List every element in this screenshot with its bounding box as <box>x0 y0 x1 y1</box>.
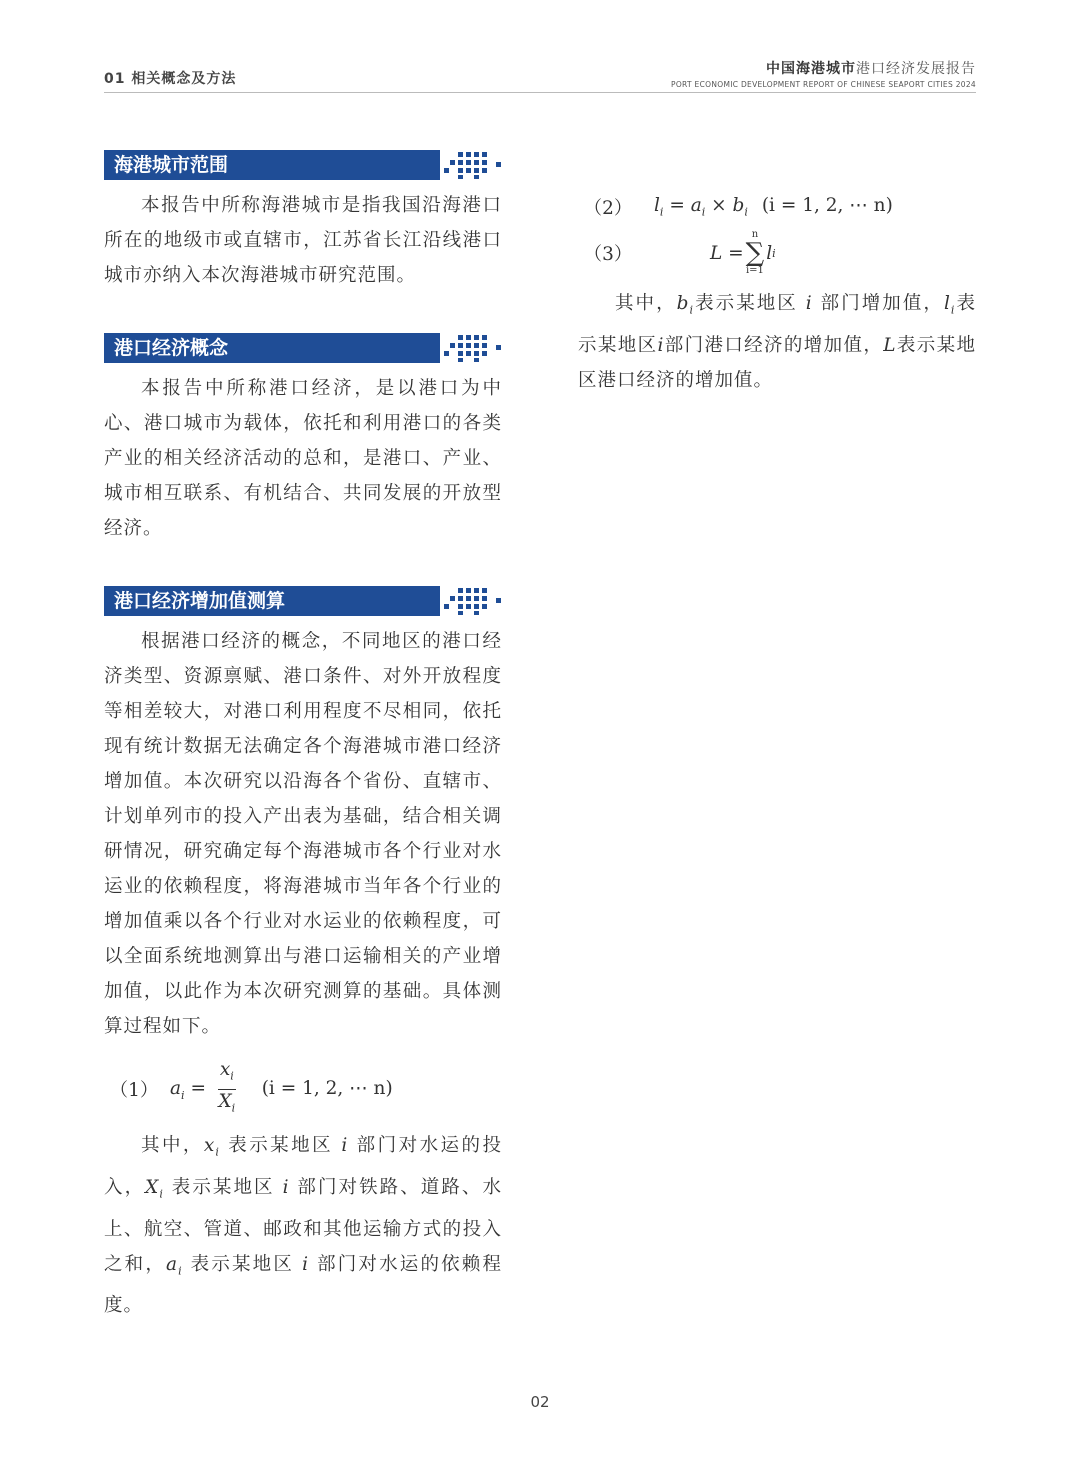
formula-2 <box>578 194 976 220</box>
formula-2-3-explanation: 其中，$b_i$表示某地区 i 部门增加值，$l_i$表示某地区i部门港口经济的增加值，L表示某地区港口经济的增加值。 <box>578 293 976 391</box>
section-heading <box>104 586 502 616</box>
header-title-cn <box>671 58 976 78</box>
section-title: 港口经济概念 <box>104 333 440 363</box>
header-title-rest: 港口经济发展报告 <box>856 61 976 77</box>
dot-pattern-icon <box>444 587 504 615</box>
fraction: $\frac{x_i}{X_i}$ <box>218 1059 236 1115</box>
header-report-title <box>671 58 976 89</box>
formula-number: （1） <box>109 1080 159 1102</box>
dot-pattern-icon <box>444 151 504 179</box>
section-title: 海港城市范围 <box>104 150 440 180</box>
formula-number: （2） <box>583 198 633 219</box>
page-number: 02 <box>530 1393 550 1411</box>
right-column <box>578 190 976 398</box>
formula-body: $l_i = a_i \times b_i$ (i = 1, 2, ⋯ n) <box>654 195 893 219</box>
dot-pattern-icon <box>444 334 504 362</box>
section-heading <box>104 333 502 363</box>
formula-body: $a_i$ = $\frac{x_i}{X_i}$ (i = 1, 2, ⋯ n) <box>170 1058 393 1120</box>
left-column <box>104 150 502 1323</box>
header-title-en: PORT ECONOMIC DEVELOPMENT REPORT OF CHINESE SEAPORT CITIES 2024 <box>671 80 976 89</box>
formula-number: （3） <box>583 244 633 265</box>
header-title-bold: 中国海港城市 <box>766 61 856 77</box>
formula-3 <box>578 230 976 276</box>
paragraph: 本报告中所称海港城市是指我国沿海港口所在的地级市或直辖市，江苏省长江沿线港口城市亦纳入本次海港城市研究范围。 <box>104 195 502 286</box>
formula-1-explanation: 其中，$x_i$ 表示某地区 i 部门对水运的投入，$X_i$ 表示某地区 i 部门对铁路、道路、水上、航空、管道、邮政和其他运输方式的投入之和，$a_i$ 表示某地区 i 部门对水运的依赖程度。 <box>104 1135 502 1317</box>
paragraph: 本报告中所称港口经济，是以港口为中心、港口城市为载体，依托和利用港口的各类产业的相关经济活动的总和，是港口、产业、城市相互联系、有机结合、共同发展的开放型经济。 <box>104 378 502 539</box>
section-title: 港口经济增加值测算 <box>104 586 440 616</box>
formula-1 <box>104 1058 502 1120</box>
header-section-label: 01 相关概念及方法 <box>104 71 237 87</box>
header-divider <box>104 92 976 93</box>
paragraph: 根据港口经济的概念，不同地区的港口经济类型、资源禀赋、港口条件、对外开放程度等相差较大，对港口利用程度不尽相同，依托现有统计数据无法确定各个海港城市港口经济增加值。本次研究以沿海各个省份、直辖市、计划单列市的投入产出表为基础，结合相关调研情况，研究确定每个海港城市各个行业对水运业的依赖程度，将海港城市当年各个行业的增加值乘以各个行业对水运业的依赖程度，可以全面系统地测算出与港口运输相关的产业增加值，以此作为本次研究测算的基础。具体测算过程如下。 <box>104 631 502 1037</box>
formula-body: L = n ∑ i=1 l i <box>710 229 776 276</box>
section-heading <box>104 150 502 180</box>
